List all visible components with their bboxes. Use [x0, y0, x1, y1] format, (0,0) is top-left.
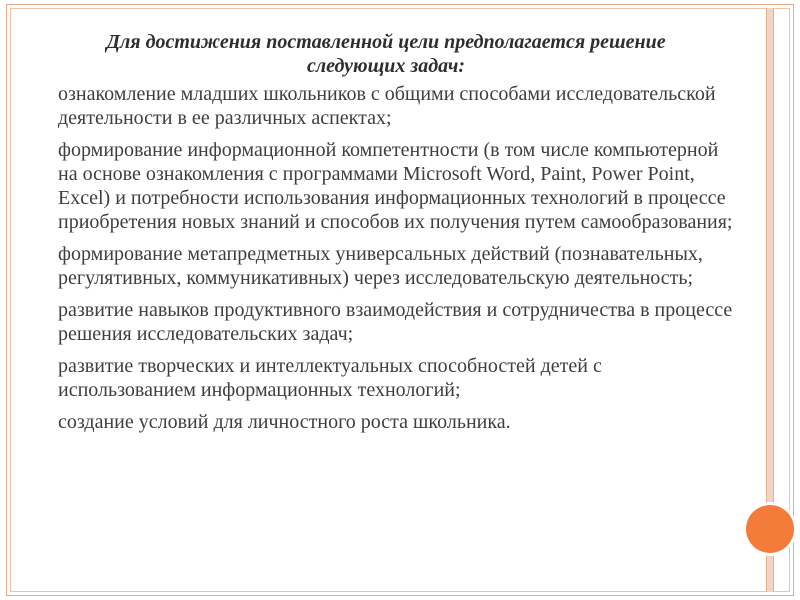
task-list-item: [30, 354, 742, 402]
task-text: формирование информационной компетентности (в том числе компьютерной на основе ознакомления с программами Microsoft Word, Paint, Power Point, Excel) и потребности использования информационных технологий в процессе приобретения новых знаний и способов их получения путем самообразования;: [58, 139, 733, 233]
task-list-item: [30, 138, 742, 234]
task-list-item: [30, 242, 742, 290]
task-text: создание условий для личностного роста школьника.: [58, 411, 511, 433]
slide-title-line-1: Для достижения поставленной цели предполагается решение: [106, 31, 666, 53]
task-text: развитие творческих и интеллектуальных способностей детей с использованием информационных технологий;: [58, 355, 602, 401]
task-text: ознакомление младших школьников с общими способами исследовательской деятельности в ее различных аспектах;: [58, 83, 716, 129]
task-list-item: [30, 298, 742, 346]
task-list-item: [30, 82, 742, 130]
task-list: [30, 82, 742, 434]
slide-title-line-2: следующих задач:: [306, 55, 466, 77]
slide-content: [30, 30, 742, 442]
slide-title: [30, 30, 742, 78]
task-text: формирование метапредметных универсальных действий (познавательных, регулятивных, коммуникативных) через исследовательскую деятельность;: [58, 243, 703, 289]
task-list-item: [30, 410, 742, 434]
orange-circle-decoration: [746, 505, 794, 553]
task-text: развитие навыков продуктивного взаимодействия и сотрудничества в процессе решения исследовательских задач;: [58, 299, 733, 345]
